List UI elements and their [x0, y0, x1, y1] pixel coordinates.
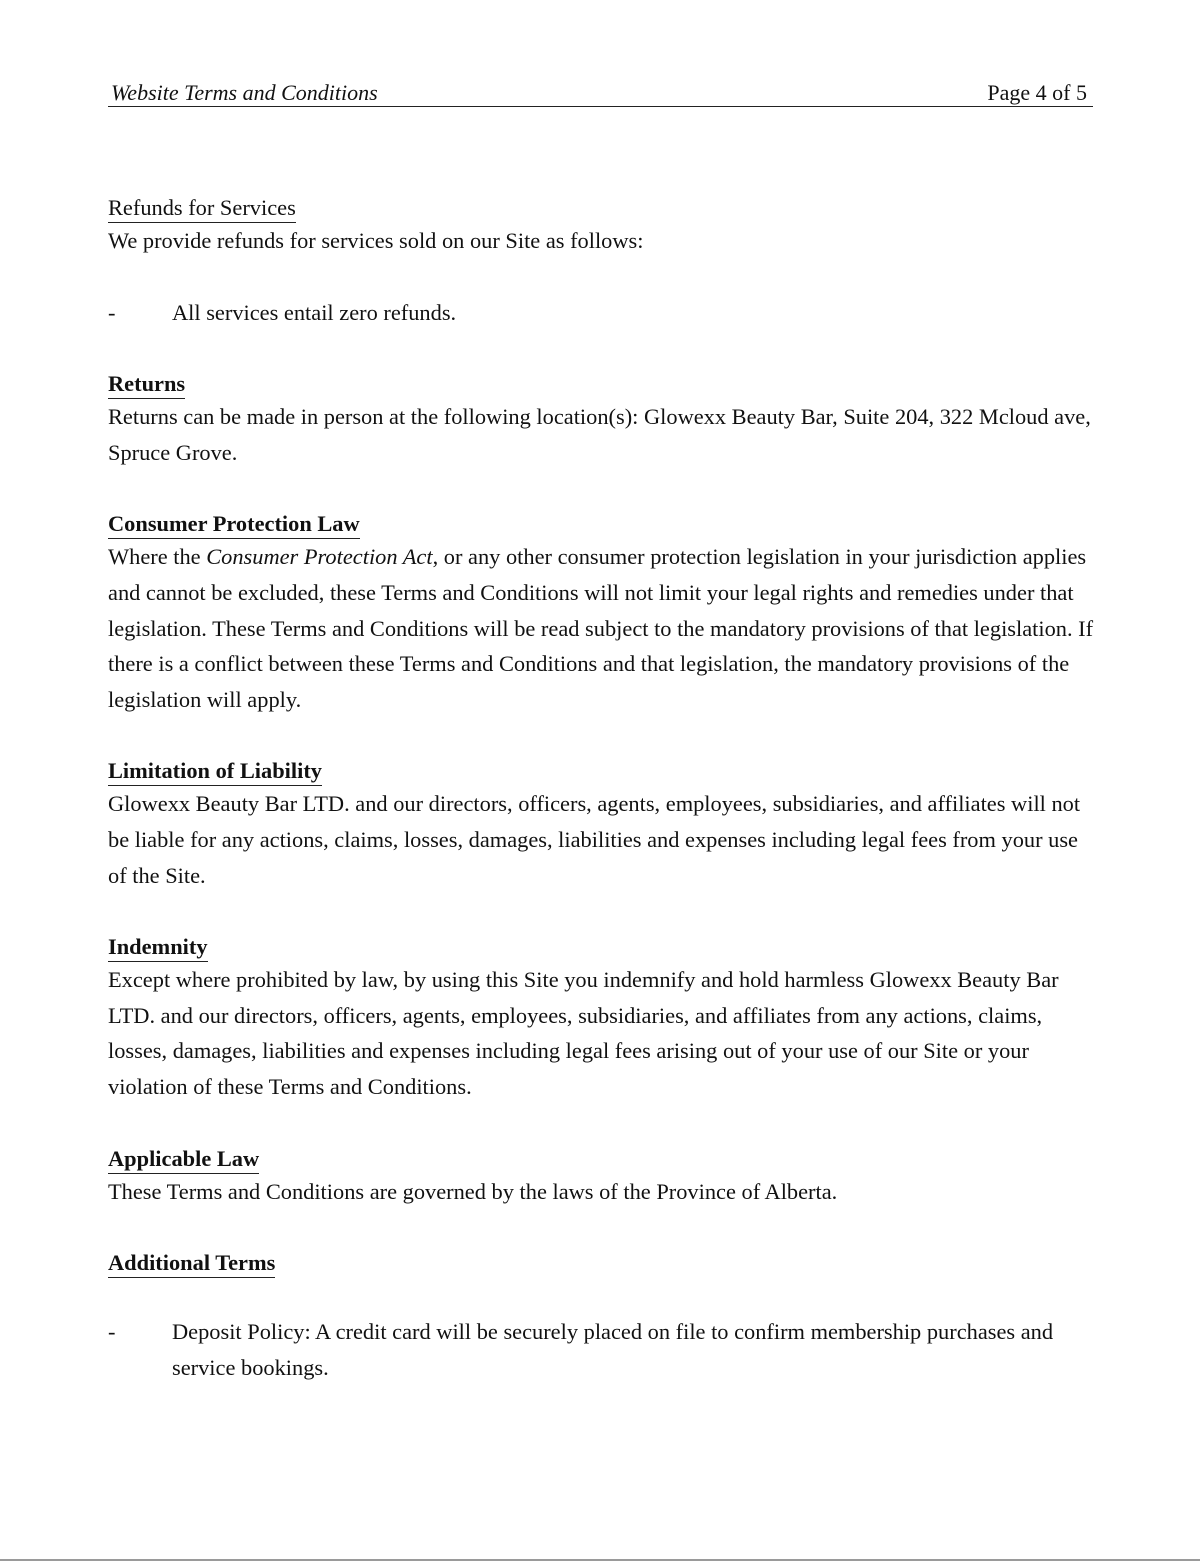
refunds-bullet-text: All services entail zero refunds.: [172, 299, 457, 325]
liability-body: Glowexx Beauty Bar LTD. and our directors, officers, agents, employees, subsidiaries, and affiliates will not be liable for any actions, claims, losses, damages, liabilities and expenses including legal fees from your use of the Site.: [108, 791, 1081, 888]
applicable-law-body: These Terms and Conditions are governed by the laws of the Province of Alberta.: [108, 1178, 838, 1204]
bullet-marker: -: [108, 1319, 116, 1345]
refunds-bullet: [108, 295, 1098, 331]
section-heading-applicable-law: Applicable Law: [108, 1145, 259, 1174]
consumer-protection-act-title: Consumer Protection Act: [206, 544, 433, 570]
page-header: [108, 78, 1093, 107]
consumer-protection-body: [108, 539, 1098, 717]
section-heading-returns: Returns: [108, 370, 185, 399]
returns-body: Returns can be made in person at the following location(s): Glowexx Beauty Bar, Suite 204, 322 Mcloud ave, Spruce Grove.: [108, 404, 1091, 465]
refunds-intro: We provide refunds for services sold on our Site as follows:: [108, 228, 644, 253]
additional-terms-bullet: [108, 1314, 1098, 1385]
section-heading-additional-terms: Additional Terms: [108, 1249, 275, 1278]
section-heading-indemnity: Indemnity: [108, 933, 208, 962]
header-title: Website Terms and Conditions: [111, 80, 378, 105]
consumer-body-prefix: Where the: [108, 544, 207, 570]
section-heading-liability: Limitation of Liability: [108, 757, 322, 786]
indemnity-body: Except where prohibited by law, by using this Site you indemnify and hold harmless Glowexx Beauty Bar LTD. and our directors, officers, agents, employees, subsidiaries, and affiliates from any actions, claims, losses, damages, liabilities and expenses including legal fees arising out of your use of our Site or your violation of these Terms and Conditions.: [108, 967, 1059, 1099]
section-heading-refunds: Refunds for Services: [108, 194, 296, 223]
header-page-number: Page 4 of 5: [987, 80, 1087, 105]
bullet-marker: -: [108, 299, 116, 325]
document-body: [108, 190, 1098, 1385]
deposit-policy-text: Deposit Policy: A credit card will be securely placed on file to confirm membership purchases and service bookings.: [172, 1319, 1054, 1380]
consumer-body-rest: , or any other consumer protection legislation in your jurisdiction applies and cannot be excluded, these Terms and Conditions will not limit your legal rights and remedies under that legislation. These Terms and Conditions will be read subject to the mandatory provisions of that legislation. If there is a conflict between these Terms and Conditions and that legislation, the mandatory provisions of the legislation will apply.: [108, 544, 1094, 712]
section-heading-consumer-protection: Consumer Protection Law: [108, 510, 360, 539]
